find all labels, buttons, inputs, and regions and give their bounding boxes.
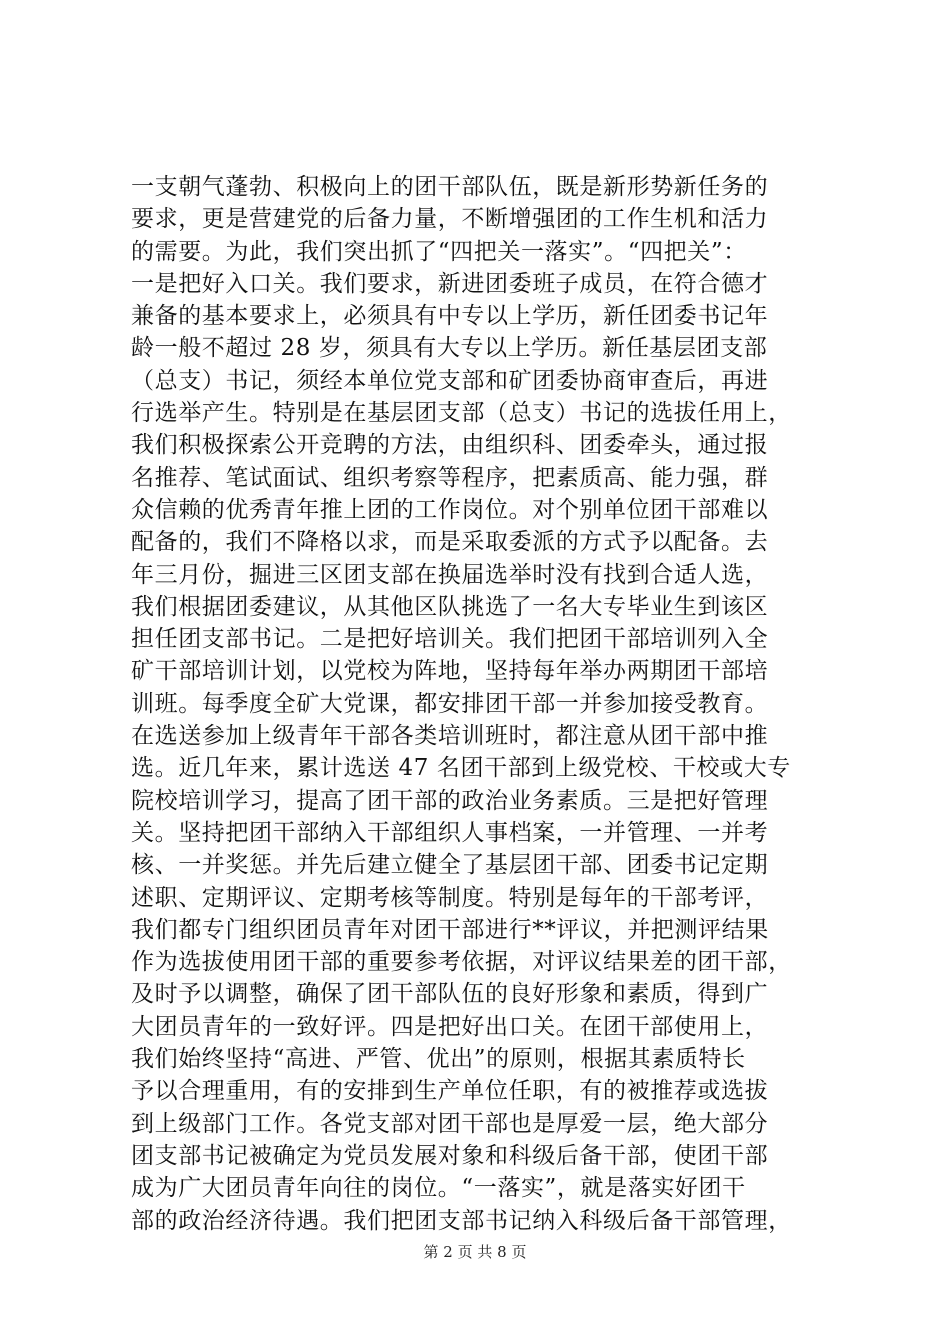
text-line: 关。坚持把团干部纳入干部组织人事档案，一并管理、一并考 xyxy=(131,819,769,846)
text-line: 的需要。为此，我们突出抓了“四把关一落实”。“四把关”： xyxy=(131,238,747,265)
text-line: 要求，更是营建党的后备力量，不断增强团的工作生机和活力 xyxy=(131,206,769,233)
text-line: 我们都专门组织团员青年对团干部进行**评议，并把测评结果 xyxy=(131,916,769,943)
page-footer: 第 2 页 共 8 页 xyxy=(423,1243,527,1261)
text-line: 兼备的基本要求上，必须具有中专以上学历，新任团委书记年 xyxy=(131,303,769,330)
text-line: 担任团支部书记。二是把好培训关。我们把团干部培训列入全 xyxy=(131,626,769,653)
text-line: 核、一并奖惩。并先后建立健全了基层团干部、团委书记定期 xyxy=(131,852,769,879)
text-line: 我们始终坚持“高进、严管、优出”的原则，根据其素质特长 xyxy=(131,1046,746,1073)
text-line: 部的政治经济待遇。我们把团支部书记纳入科级后备干部管理， xyxy=(131,1207,792,1234)
text-line: 众信赖的优秀青年推上团的工作岗位。对个别单位团干部难以 xyxy=(131,496,769,523)
text-line: 大团员青年的一致好评。四是把好出口关。在团干部使用上， xyxy=(131,1013,769,1040)
text-line: 到上级部门工作。各党支部对团干部也是厚爱一层，绝大部分 xyxy=(131,1110,769,1137)
text-line: 在选送参加上级青年干部各类培训班时，都注意从团干部中推 xyxy=(131,723,769,750)
text-line: 训班。每季度全矿大党课，都安排团干部一并参加接受教育。 xyxy=(131,690,769,717)
text-line: 年三月份，掘进三区团支部在换届选举时没有找到合适人选， xyxy=(131,561,769,588)
text-line: 述职、定期评议、定期考核等制度。特别是每年的干部考评， xyxy=(131,884,769,911)
text-line: 团支部书记被确定为党员发展对象和科级后备干部，使团干部 xyxy=(131,1142,769,1169)
text-line: 成为广大团员青年向往的岗位。“一落实”，就是落实好团干 xyxy=(131,1175,746,1202)
text-line: 一是把好入口关。我们要求，新进团委班子成员，在符合德才 xyxy=(131,270,769,297)
text-line: 配备的，我们不降格以求，而是采取委派的方式予以配备。去 xyxy=(131,529,769,556)
text-line: 作为选拔使用团干部的重要参考依据，对评议结果差的团干部， xyxy=(131,949,792,976)
text-line: （总支）书记，须经本单位党支部和矿团委协商审查后，再进 xyxy=(131,367,769,394)
text-line: 矿干部培训计划，以党校为阵地，坚持每年举办两期团干部培 xyxy=(131,658,769,685)
text-line: 院校培训学习，提高了团干部的政治业务素质。三是把好管理 xyxy=(131,787,769,814)
text-line: 一支朝气蓬勃、积极向上的团干部队伍，既是新形势新任务的 xyxy=(131,174,769,200)
text-line: 及时予以调整，确保了团干部队伍的良好形象和素质，得到广 xyxy=(131,981,769,1008)
text-line: 选。近几年来，累计选送 47 名团干部到上级党校、干校或大专 xyxy=(131,755,791,782)
text-line: 我们根据团委建议，从其他区队挑选了一名大专毕业生到该区 xyxy=(131,593,769,620)
text-line: 予以合理重用，有的安排到生产单位任职，有的被推荐或选拔 xyxy=(131,1078,769,1105)
text-line: 行选举产生。特别是在基层团支部（总支）书记的选拔任用上， xyxy=(131,400,792,427)
text-line: 龄一般不超过 28 岁，须具有大专以上学历。新任基层团支部 xyxy=(131,335,768,362)
text-line: 名推荐、笔试面试、组织考察等程序，把素质高、能力强，群 xyxy=(131,464,769,491)
body-text xyxy=(131,171,831,1237)
text-line: 我们积极探索公开竞聘的方法，由组织科、团委牵头，通过报 xyxy=(131,432,769,459)
